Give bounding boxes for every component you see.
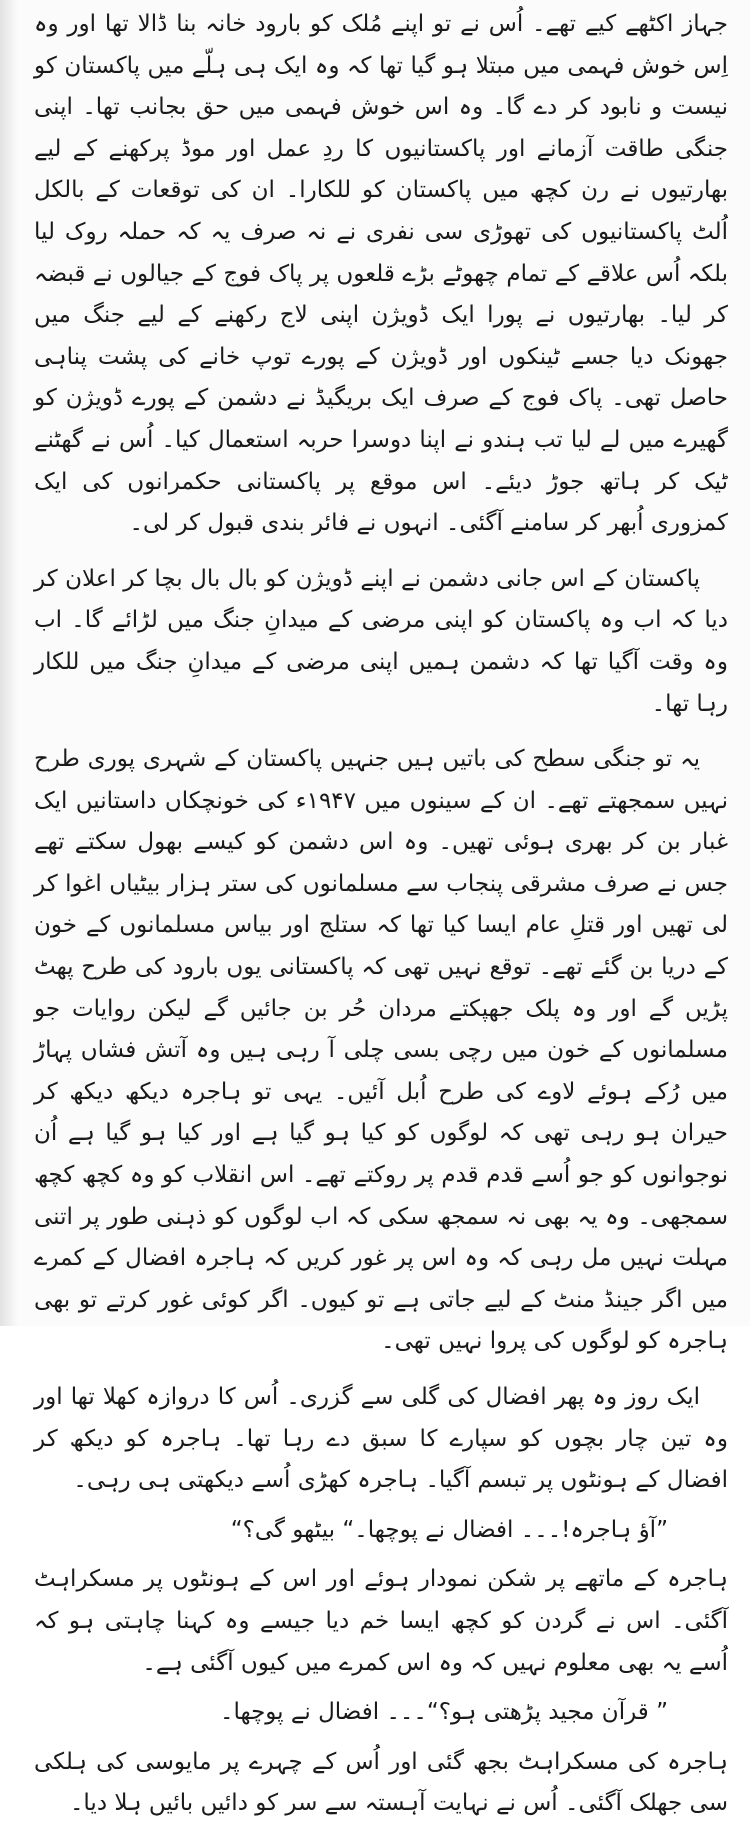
paragraph-1: جہاز اکٹھے کیے تھے۔ اُس نے تو اپنے مُلک کو بارود خانہ بنا ڈالا تھا اور وہ اِس خوش فہمی میں مبتلا ہو گیا تھا کہ وہ ایک ہی ہلّے میں پاکستان کو نیست و نابود کر دے گا۔ وہ اس خوش فہمی میں حق بجانب تھا۔ اپنی جنگی طاقت آزمانے اور پاکستانیوں کا ردِ عمل اور موڈ پرکھنے کے لیے بھارتیوں نے رن کچھ میں پاکستان کو للکارا۔ ان کی توقعات کے بالکل اُلٹ پاکستانیوں کی تھوڑی سی نفری نے نہ صرف یہ کہ حملہ روک لیا بلکہ اُس علاقے کے تمام چھوٹے بڑے قلعوں پر پاک فوج کے جیالوں نے قبضہ کر لیا۔ بھارتیوں نے پورا ایک ڈویژن اپنی لاج رکھنے کے لیے جنگ میں جھونک دیا جسے ٹینکوں اور ڈویژن کے پورے توپ خانے کی پشت پناہی حاصل تھی۔ پاک فوج کے صرف ایک بریگیڈ نے دشمن کے پورے ڈویژن کو گھیرے میں لے لیا تب ہندو نے اپنا دوسرا حربہ استعمال کیا۔ اُس نے گھٹنے ٹیک کر ہاتھ جوڑ دیئے۔ اس موقع پر پاکستانی حکمرانوں کی ایک کمزوری اُبھر کر سامنے آگئی۔ انہوں نے فائر بندی قبول کر لی۔	[34, 11, 728, 537]
paragraph-6: ہاجرہ کی مسکراہٹ بجھ گئی اور اُس کے چہرے پر مایوسی کی ہلکی سی جھلک آگئی۔ اُس نے نہایت آہستہ سے سر کو دائیں بائیں ہلا دیا۔	[34, 1748, 728, 1817]
paragraph-5: ہاجرہ کے ماتھے پر شکن نمودار ہوئے اور اس کے ہونٹوں پر مسکراہٹ آگئی۔ اس نے گردن کو کچھ ایسا خم دیا جیسے وہ کہنا چاہتی ہو کہ اُسے یہ بھی معلوم نہیں کہ وہ اس کمرے میں کیوں آگئی ہے۔	[34, 1566, 728, 1676]
paragraph-4: ایک روز وہ پھر افضال کی گلی سے گزری۔ اُس کا دروازہ کھلا تھا اور وہ تین چار بچوں کو سپارے کا سبق دے رہا تھا۔ ہاجرہ کو دیکھ کر افضال کے ہونٹوں پر تبسم آگیا۔ ہاجرہ کھڑی اُسے دیکھتی ہی رہی۔	[34, 1384, 728, 1494]
paragraph-3: یہ تو جنگی سطح کی باتیں ہیں جنہیں پاکستان کے شہری پوری طرح نہیں سمجھتے تھے۔ ان کے سینوں میں ۱۹۴۷ء کی خونچکاں داستانیں ایک غبار بن کر بھری ہوئی تھیں۔ وہ اس دشمن کو کیسے بھول سکتے تھے جس نے صرف مشرقی پنجاب سے مسلمانوں کی ستر ہزار بیٹیاں اغوا کر لی تھیں اور قتلِ عام ایسا کیا تھا کہ ستلج اور بیاس مسلمانوں کے خون کے دریا بن گئے تھے۔ توقع نہیں تھی کہ پاکستانی یوں بارود کی طرح پھٹ پڑیں گے اور وہ پلک جھپکتے مردان حُر بن جائیں گے لیکن روایات جو مسلمانوں کے خون میں رچی بسی چلی آ رہی ہیں وہ آتش فشاں پہاڑ میں رُکے ہوئے لاوے کی طرح اُبل آئیں۔ یہی تو ہاجرہ دیکھ دیکھ کر حیران ہو رہی تھی کہ لوگوں کو کیا ہو گیا ہے اور کیا ہو گیا ہے اُن نوجوانوں کو جو اُسے قدم قدم پر روکتے تھے۔ اس انقلاب کو وہ کچھ کچھ سمجھی۔ وہ یہ بھی نہ سمجھ سکی کہ اب لوگوں کو ذہنی طور پر اتنی مہلت نہیں مل رہی کہ وہ اس پر غور کریں کہ ہاجرہ افضال کے کمرے میں اگر جینڈ منٹ کے لیے جاتی ہے تو کیوں۔ اگر کوئی غور کرتے تو بھی ہاجرہ کو لوگوں کی پروا نہیں تھی۔	[34, 746, 728, 1355]
dialogue-line-2: ” قرآن مجید پڑھتی ہو؟“۔۔۔ افضال نے پوچھا۔	[220, 1699, 668, 1726]
paragraph-2: پاکستان کے اس جانی دشمن نے اپنے ڈویژن کو بال بال بچا کر اعلان کر دیا کہ اب وہ پاکستان کو اپنی مرضی کے میدانِ جنگ میں لڑائے گا۔ اب وہ وقت آگیا تھا کہ دشمن ہمیں اپنی مرضی کے میدانِ جنگ میں للکار رہا تھا۔	[34, 565, 728, 717]
urdu-text-body	[34, 4, 728, 1833]
dialogue-line-1: ”آؤ ہاجرہ!۔۔۔ افضال نے پوچھا۔“ بیٹھو گی؟“	[230, 1516, 668, 1543]
